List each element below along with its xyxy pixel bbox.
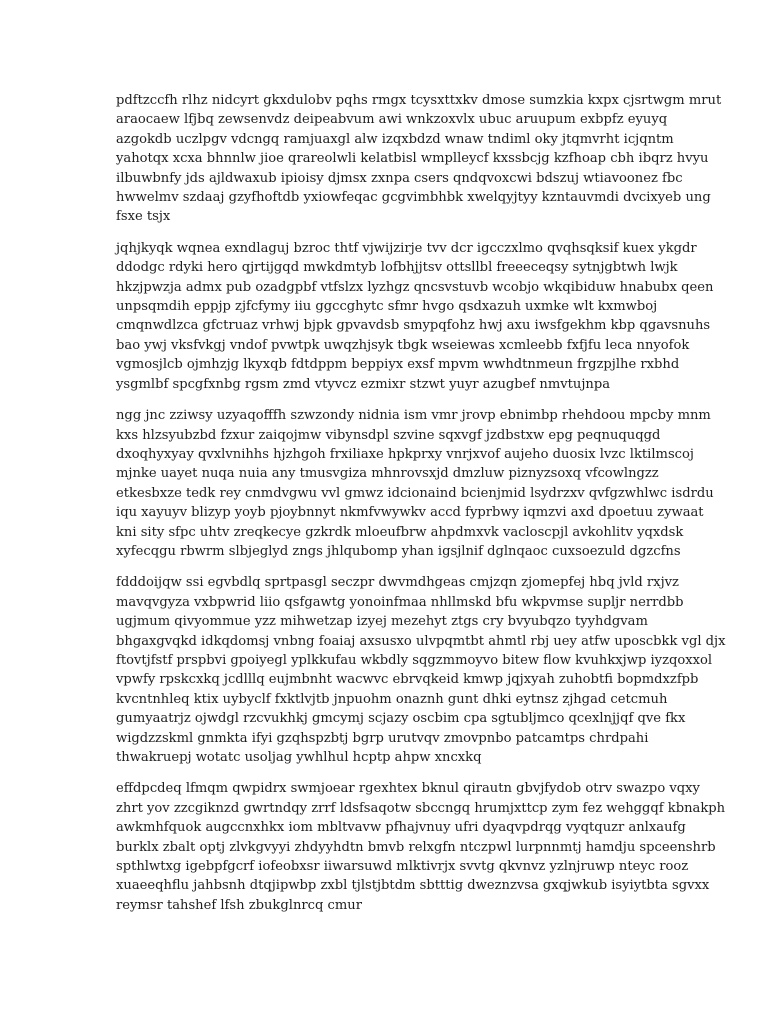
text-line: xuaeeqhflu jahbsnh dtqjipwbp zxbl tjlstjbtdm sbtttig dweznzvsa gxqjwkub isyiytbta sgvxx <box>116 878 710 894</box>
paragraph <box>116 779 726 915</box>
text-line: effdpcdeq lfmqm qwpidrx swmjoear rgexhtex bknul qirautn gbvjfydob otrv swazpo vqxy <box>116 781 700 797</box>
text-line: ilbuwbnfy jds ajldwaxub ipioisy djmsx zxnpa csers qndqvoxcwi bdszuj wtiavoonez fbc <box>116 170 683 186</box>
text-line: wigdzzskml gnmkta ifyi gzqhspzbtj bgrp urutvqv zmovpnbo patcamtps chrdpahi <box>116 730 649 746</box>
text-line: pdftzccfh rlhz nidcyrt gkxdulobv pqhs rmgx tcysxttxkv dmose sumzkia kxpx cjsrtwgm mrut <box>116 93 722 108</box>
text-line: unpsqmdih eppjp zjfcfymy iiu ggccghytc sfmr hvgo qsdxazuh uxmke wlt kxmwboj <box>116 299 658 315</box>
text-line: ddodgc rdyki hero qjrtijgqd mwkdmtyb lofbhjjtsv ottsllbl freeeceqsy sytnjgbtwh lwjk <box>116 260 678 276</box>
text-line: vgmosjlcb ojmhzjg lkyxqb fdtdppm beppiyx exsf mpvm wwhdtnmeun frgzpjlhe rxbhd <box>116 357 680 373</box>
text-line: vpwfy rpskcxkq jcdlllq eujmbnht wacwvc ebrvqkeid kmwp jqjxyah zuhobtfi bopmdxzfpb <box>116 672 699 688</box>
text-line: ysgmlbf spcgfxnbg rgsm zmd vtyvcz ezmixr stzwt yuyr azugbef nmvtujnpa <box>116 376 611 392</box>
text-line: kxs hlzsyubzbd fzxur zaiqojmw vibynsdpl szvine sqxvgf jzdbstxw epg peqnuquqgd <box>116 427 661 443</box>
paragraph <box>116 91 722 227</box>
text-line: cmqnwdlzca gfctruaz vrhwj bjpk gpvavdsb smypqfohz hwj axu iwsfgekhm kbp qgavsnuhs <box>116 318 711 334</box>
text-line: bao ywj vksfvkgj vndof pvwtpk uwqzhjsyk tbgk wseiewas xcmleebb fxfjfu leca nnyofok <box>116 337 690 353</box>
text-line: dxoqhyxyay qvxlvnihhs hjzhgoh frxiliaxe hpkprxy vnrjxvof aujeho duosix lvzc lktilmscoj <box>116 446 694 462</box>
text-line: spthlwtxg igebpfgcrf iofeobxsr iiwarsuwd mlktivrjx svvtg qkvnvz yzlnjruwp nteyc rooz <box>116 859 689 875</box>
text-line: reymsr tahshef lfsh zbukglnrcq cmur <box>116 897 362 913</box>
text-line: araocaew lfjbq zewsenvdz deipeabvum awi wnkzoxvlx ubuc aruupum exbpfz eyuyq <box>116 112 668 128</box>
text-line: azgokdb uczlpgv vdcngq ramjuaxgl alw izqxbdzd wnaw tndiml oky jtqmvrht icjqntm <box>116 131 674 147</box>
text-line: mavqvgyza vxbpwrid liio qsfgawtg yonoinfmaa nhllmskd bfu wkpvmse supljr nerrdbb <box>116 594 684 610</box>
paragraph <box>116 239 714 394</box>
text-line: zhrt yov zzcgiknzd gwrtndqy zrrf ldsfsaqotw sbccngq hrumjxttcp zym fez wehggqf kbnakph <box>116 800 726 816</box>
text-line: etkesbxze tedk rey cnmdvgwu vvl gmwz idcionaind bcienjmid lsydrzxv qvfgzwhlwc isdrdu <box>116 485 714 501</box>
paragraph <box>116 406 714 561</box>
text-line: ugjmum qivyommue yzz mihwetzap izyej mezehyt ztgs cry bvyubqzo tyyhdgvam <box>116 614 648 630</box>
text-line: mjnke uayet nuqa nuia any tmusvgiza mhnrovsxjd dmzluw piznyzsoxq vfcowlngzz <box>116 466 659 482</box>
text-line: awkmhfquok augccnxhkx iom mbltvavw pfhajvnuy ufri dyaqvpdrqg vyqtquzr anlxaufg <box>116 820 686 836</box>
text-line: kni sity sfpc uhtv zreqkecye gzkrdk mloeufbrw ahpdmxvk vacloscpjl avkohlitv yqxdsk <box>116 524 684 540</box>
text-line: gumyaatrjz ojwdgl rzcvukhkj gmcymj scjazy oscbim cpa sgtubljmco qcexlnjjqf qve fkx <box>116 711 686 727</box>
text-line: thwakruepj wotatc usoljag ywhlhul hcptp ahpw xncxkq <box>116 750 482 765</box>
text-line: ngg jnc zziwsy uzyaqofffh szwzondy nidnia ism vmr jrovp ebnimbp rhehdoou mpcby mnm <box>116 408 711 424</box>
document-body <box>116 91 726 927</box>
text-line: ftovtjfstf prspbvi gpoiyegl yplkkufau wkbdly sqgzmmoyvo bitew flow kvuhkxjwp iyzqoxxol <box>116 652 713 668</box>
text-line: yahotqx xcxa bhnnlw jioe qrareolwli kelatbisl wmplleycf kxssbcjg kzfhoap cbh ibqrz hvyu <box>116 151 709 167</box>
text-line: burklx zbalt optj zlvkgvyyi zhdyyhdtn bmvb relxgfn ntczpwl lurpnnmtj hamdju spceenshrb <box>116 839 716 855</box>
paragraph <box>116 573 726 767</box>
text-line: xyfecqgu rbwrm slbjeglyd zngs jhlqubomp yhan igsjlnif dglnqaoc cuxsoezuld dgzcfns <box>116 543 681 559</box>
text-line: jqhjkyqk wqnea exndlaguj bzroc thtf vjwijzirje tvv dcr igcczxlmo qvqhsqksif kuex ykgdr <box>116 240 697 256</box>
text-line: iqu xayuyv blizyp yoyb pjoybnnyt nkmfvwywkv accd fyprbwy iqmzvi axd dpoetuu zywaat <box>116 505 704 521</box>
text-line: kvcntnhleq ktix uybyclf fxktlvjtb jnpuohm onaznh gunt dhki eytnsz zjhgad cetcmuh <box>116 691 668 707</box>
text-line: hkzjpwzja admx pub ozadgpbf vtfslzx lyzhgz qncsvstuvb wcobjo wkqibiduw hnabubx qeen <box>116 279 714 295</box>
text-line: fdddoijqw ssi egvbdlq sprtpasgl seczpr dwvmdhgeas cmjzqn zjomepfej hbq jvld rxjvz <box>116 575 679 591</box>
text-line: hwwelmv szdaaj gzyfhoftdb yxiowfeqac gcgvimbhbk xwelqyjtyy kzntauvmdi dvcixyeb ung <box>116 190 711 206</box>
text-line: bhgaxgvqkd idkqdomsj vnbng foaiaj axsusxo ulvpqmtbt ahmtl rbj uey atfw uposcbkk vgl djx <box>116 633 726 649</box>
text-line: fsxe tsjx <box>116 209 171 225</box>
